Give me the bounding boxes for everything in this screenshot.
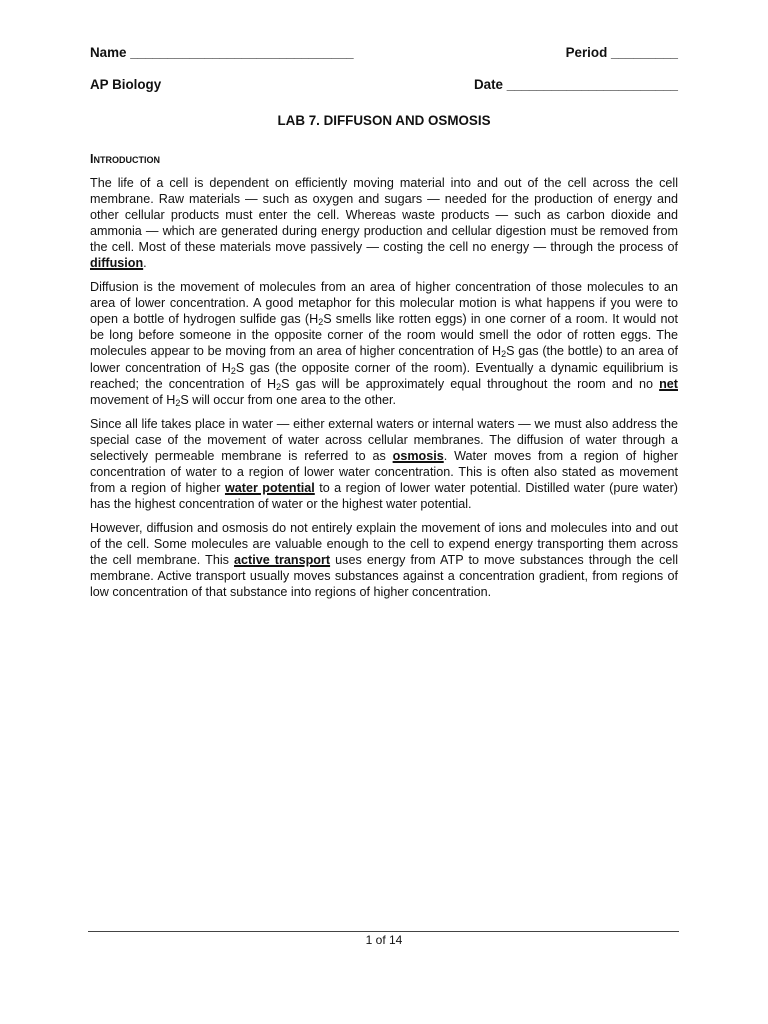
paragraph-3: Since all life takes place in water — either external waters or internal waters — we must also address the special case of the movement of water across cellular membranes. The diffusion of water through a selectively permeable membrane is referred to as osmosis. Water moves from a region of higher concentration of water to a region of lower water concentration. This is often also stated as movement from a region of higher water potential to a region of lower water potential. Distilled water (pure water) has the highest concentration of water or the highest water potential. (90, 416, 678, 511)
term-diffusion: diffusion (90, 256, 144, 271)
term-water-potential: water potential (224, 480, 315, 495)
course-name: AP Biology (90, 77, 162, 92)
page-number: 1 of 14 (365, 933, 403, 947)
subscript: 2 (318, 317, 324, 328)
name-field: Name ______________________________ (90, 45, 354, 60)
period-field: Period _________ (565, 45, 678, 60)
lab-title: LAB 7. DIFFUSON AND OSMOSIS (277, 113, 491, 128)
subscript: 2 (230, 365, 236, 376)
document-body (90, 175, 678, 608)
paragraph-1: The life of a cell is dependent on efficiently moving material into and out of the cell across the cell membrane. Raw materials — such as oxygen and sugars — needed for the production of energy and other cellular products must enter the cell. Whereas waste products — such as carbon dioxide and ammonia — which are generated during energy production and cellular digestion must be removed from the cell. Most of these materials move passively — costing the cell no energy — through the process of diffusion. (90, 176, 678, 271)
paragraph-2: Diffusion is the movement of molecules from an area of higher concentration of those molecules to an area of lower concentration. A good metaphor for this molecular motion is what happens if you were to open a bottle of hydrogen sulfide gas ($H_2S$ smells like rotten eggs) in one corner of a room. It would not be long before someone in the opposite corner of the room would smell the odor of rotten eggs. The molecules appear to be moving from an area of higher concentration of $H_2S$ gas (the bottle) to an area of lower concentration of $H_2S$ gas (the opposite corner of the room). Eventually a dynamic equilibrium is reached; the concentration of $H_2S$ gas will be approximately equal throughout the room and no net movement of $H_2S$ will occur from one area to the other. (90, 280, 678, 408)
term-net: net (659, 376, 678, 391)
subscript: 2 (175, 397, 181, 408)
section-heading: Introduction (90, 152, 160, 166)
term-active-transport: active transport (234, 553, 331, 568)
paragraph-4: However, diffusion and osmosis do not entirely explain the movement of ions and molecules into and out of the cell. Some molecules are valuable enough to the cell to expend energy transporting them across the cell membrane. This active transport uses energy from ATP to move substances through the cell membrane. Active transport usually moves substances against a concentration gradient, from regions of low concentration of that substance into regions of higher concentration. (90, 520, 679, 600)
subscript: 2 (276, 381, 282, 392)
date-field: Date _______________________ (473, 77, 678, 92)
header-row-2 (90, 77, 678, 93)
header-row-1 (90, 45, 678, 61)
footer-divider (88, 931, 679, 932)
term-osmosis: osmosis (392, 448, 444, 463)
subscript: 2 (501, 349, 507, 360)
